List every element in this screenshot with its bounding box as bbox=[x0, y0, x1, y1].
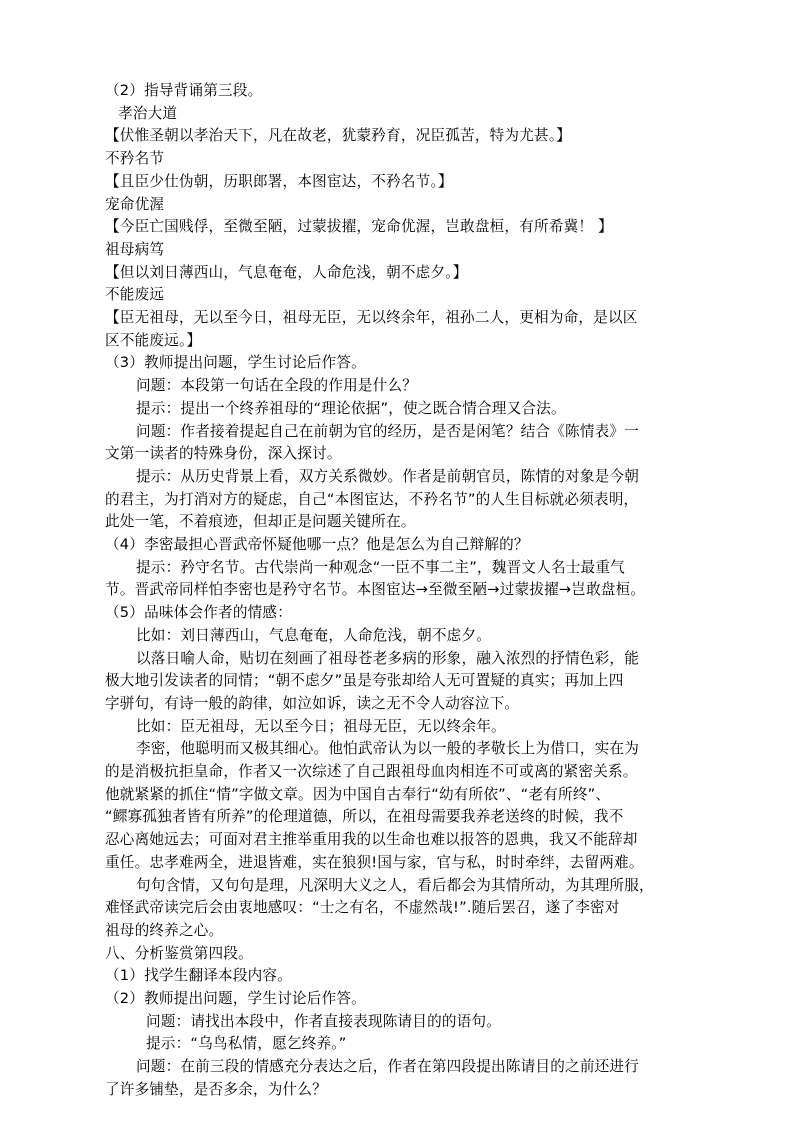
text-line: （3）教师提出问题，学生讨论后作答。 bbox=[105, 354, 366, 372]
text-line: 区不能废远。】 bbox=[105, 331, 202, 349]
text-line: （4）李密最担心晋武帝怀疑他哪一点？他是怎么为自己辩解的？ bbox=[105, 536, 529, 553]
text-line: 重任。忠孝难两全，进退皆难，实在狼狈!国与家，官与私，时时牵绊，去留两难。 bbox=[105, 853, 644, 871]
text-line: 提示：“乌鸟私情，愿乞终养。” bbox=[146, 1035, 347, 1053]
text-line: 【但以刘日薄西山，气息奄奄，人命危浅，朝不虑夕。】 bbox=[105, 263, 468, 281]
text-line: 比如：臣无祖母，无以至今日；祖母无臣，无以终余年。 bbox=[136, 717, 506, 735]
text-line: 提示：提出一个终养祖母的“理论依据”，使之既合情合理又合法。 bbox=[136, 399, 566, 417]
text-line: 极大地引发读者的同情；“朝不虑夕”虽是夸张却给人无可置疑的真实；再加上四 bbox=[105, 672, 624, 690]
text-line: 【伏惟圣朝以孝治天下，凡在故老，犹蒙矜育，况臣孤苦，特为尤甚。】 bbox=[105, 127, 572, 145]
text-line: 不能废远 bbox=[105, 286, 165, 304]
text-line: 提示：矜守名节。古代崇尚一种观念“一臣不事二主”，魏晋文人名士最重气 bbox=[136, 558, 625, 576]
text-line: 比如：刘日薄西山，气息奄奄，人命危浅，朝不虑夕。 bbox=[136, 626, 492, 644]
text-line: 【臣无祖母，无以至今日，祖母无臣，无以终余年，祖孙二人，更相为命，是以区 bbox=[105, 309, 638, 326]
text-line: 【且臣少仕伪朝，历职郎署，本图宦达，不矜名节。】 bbox=[105, 172, 453, 190]
text-line: 的是消极抗拒皇命，作者又一次综述了自己跟祖母血肉相连不可或离的紧密关系。 bbox=[105, 763, 638, 780]
text-line: 问题：本段第一句话在全段的作用是什么？ bbox=[136, 377, 418, 395]
text-line: 祖母的终养之心。 bbox=[105, 921, 224, 939]
text-line: 句句含情，又句句是理，凡深明大义之人，看后都会为其情所动，为其理所服， bbox=[136, 876, 654, 894]
text-line: “鳏寡孤独者皆有所养”的伦理道德，所以，在祖母需要我养老送终的时候，我不 bbox=[105, 808, 624, 826]
text-line: 【今臣亡国贱俘，至微至陋，过蒙拔擢，宠命优渥，岂敢盘桓，有所希冀！ 】 bbox=[105, 218, 613, 236]
text-line: 李密，他聪明而又极其细心。他怕武帝认为以一般的孝敬长上为借口，实在为 bbox=[136, 740, 639, 758]
text-line: 此处一笔，不着痕迹，但却正是问题关键所在。 bbox=[105, 513, 416, 531]
text-line: 祖母病笃 bbox=[105, 240, 165, 258]
text-line: 他就紧紧的抓住“情”字做文章。因为中国自古奉行“幼有所依”、“老有所终”、 bbox=[105, 785, 611, 803]
text-line: 的君主，为打消对方的疑虑，自己“本图宦达，不矜名节”的人生目标就必须表明， bbox=[105, 490, 639, 508]
text-line: 以落日喻人命，贴切在刻画了祖母苍老多病的形象，融入浓烈的抒情色彩，能 bbox=[136, 649, 639, 667]
text-line: 宠命优渥 bbox=[105, 195, 165, 213]
text-line: 八、分析鉴赏第四段。 bbox=[105, 944, 253, 962]
text-line: 不矜名节 bbox=[105, 150, 165, 168]
text-line: 节。晋武帝同样怕李密也是矜守名节。本图宦达→至微至陋→过蒙拔擢→岂敢盘桓。 bbox=[105, 581, 646, 599]
text-line: 孝治大道 bbox=[118, 104, 178, 122]
text-line: 问题：在前三段的情感充分表达之后，作者在第四段提出陈请目的之前还进行 bbox=[136, 1058, 639, 1076]
text-line: 忍心离她远去；可面对君主推举重用我的以生命也难以报答的恩典，我又不能辞却 bbox=[105, 831, 638, 849]
text-line: 字骈句，有诗一般的韵律，如泣如诉，读之无不令人动容泣下。 bbox=[105, 694, 520, 712]
text-line: （5）品味体会作者的情感： bbox=[105, 604, 293, 622]
text-line: 了许多铺垫，是否多余，为什么？ bbox=[105, 1080, 327, 1098]
text-line: 难怪武帝读完后会由衷地感叹：“士之有名，不虚然哉!”.随后罢召，遂了李密对 bbox=[105, 899, 620, 917]
text-line: 问题：请找出本段中，作者直接表现陈请目的的语句。 bbox=[146, 1012, 502, 1030]
text-line: （2）教师提出问题，学生讨论后作答。 bbox=[105, 990, 366, 1007]
text-line: 问题：作者接着提起自己在前朝为官的经历，是否是闲笔？结合《陈情表》一 bbox=[136, 422, 639, 440]
text-line: （2）指导背诵第三段。 bbox=[105, 82, 263, 99]
text-line: 提示：从历史背景上看，双方关系微妙。作者是前朝官员，陈情的对象是今朝 bbox=[136, 467, 639, 485]
text-line: （1）找学生翻译本段内容。 bbox=[105, 967, 293, 985]
text-line: 文第一读者的特殊身份，深入探讨。 bbox=[105, 445, 342, 463]
